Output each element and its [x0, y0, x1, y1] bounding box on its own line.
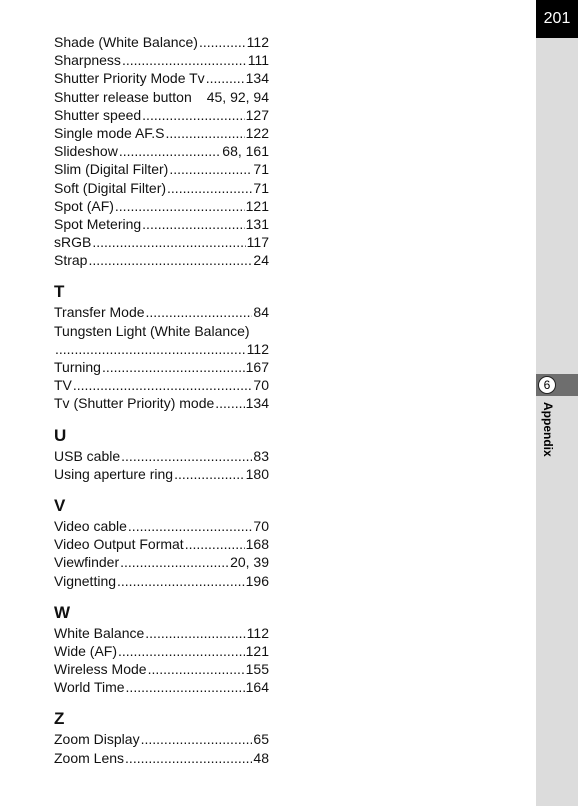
index-pages: 111 — [247, 52, 269, 69]
index-pages: 168 — [245, 536, 269, 553]
index-entry — [54, 33, 269, 51]
index-term: Slim (Digital Filter) — [54, 161, 169, 178]
index-pages: 155 — [245, 661, 269, 678]
leader-dots — [185, 535, 245, 553]
index-term: Zoom Display — [54, 731, 140, 748]
index-pages: 117 — [246, 234, 269, 251]
index-term: Strap — [54, 252, 88, 269]
leader-dots — [206, 69, 245, 87]
leader-dots — [167, 179, 252, 197]
index-entry — [54, 124, 269, 142]
index-pages: 65 — [253, 731, 269, 748]
index-pages: 71 — [253, 179, 269, 196]
index-term: World Time — [54, 679, 125, 696]
index-entry — [54, 142, 269, 160]
index-pages: 180 — [245, 465, 269, 482]
index-pages: 71 — [253, 161, 269, 178]
index-entry — [54, 69, 269, 87]
index-pages: 20, 39 — [230, 554, 269, 571]
index-term: Video cable — [54, 517, 127, 534]
index-term: USB cable — [54, 447, 121, 464]
leader-dots — [55, 340, 246, 358]
leader-dots — [146, 303, 253, 321]
index-entry — [54, 160, 269, 178]
leader-dots — [145, 624, 245, 642]
index-term: Turning — [54, 359, 101, 375]
leader-dots — [88, 251, 252, 269]
index-pages: 70 — [253, 377, 269, 394]
index-term: TV — [54, 377, 72, 394]
page-number: 201 — [536, 0, 578, 38]
index-term: sRGB — [54, 234, 92, 251]
index-term: Transfer Mode — [54, 304, 145, 321]
section-letter: W — [54, 602, 71, 622]
index-entry — [54, 678, 269, 696]
index-term: Shutter Priority Mode Tv — [54, 70, 205, 87]
index-entry — [54, 517, 269, 535]
index-entry — [54, 572, 269, 590]
index-entry — [54, 106, 269, 124]
index-pages: 121 — [245, 642, 269, 659]
index-pages: 112 — [246, 340, 269, 357]
index-entry — [54, 553, 269, 571]
index-term: Soft (Digital Filter) — [54, 179, 167, 196]
index-pages: 24 — [253, 252, 269, 269]
index-term: Wireless Mode — [54, 661, 147, 678]
index-pages: 45, 92, 94 — [206, 88, 269, 105]
section-letter: V — [54, 495, 66, 515]
index-entry — [54, 233, 269, 251]
index-term: Wide (AF) — [54, 642, 117, 659]
index-term: Spot (AF) — [54, 197, 114, 214]
index-entry — [54, 197, 269, 215]
index-pages: 121 — [245, 197, 269, 214]
leader-dots — [122, 51, 247, 69]
index-entry — [54, 51, 269, 69]
index-entry — [54, 358, 269, 376]
index-entry — [54, 447, 269, 465]
index-term: Using aperture ring — [54, 465, 174, 482]
index-entry — [54, 394, 269, 412]
index-entry — [54, 730, 269, 748]
index-pages: 112 — [246, 624, 269, 641]
index-term: White Balance — [54, 624, 145, 641]
leader-dots — [126, 678, 245, 696]
index-entry — [54, 179, 269, 197]
index-term: Shutter release button — [54, 88, 192, 105]
leader-dots — [148, 660, 245, 678]
index-entry — [54, 322, 269, 340]
index-pages: 68, 161 — [222, 143, 269, 160]
index-entry — [54, 642, 269, 660]
index-pages: 84 — [253, 304, 269, 321]
index-term: Vignetting — [54, 572, 117, 589]
index-term: Slideshow — [54, 143, 118, 160]
index-entry — [54, 251, 269, 269]
leader-dots — [141, 730, 253, 748]
index-pages: 134 — [245, 395, 269, 412]
index-entry — [54, 215, 269, 233]
index-term: Video Output Format — [54, 536, 184, 553]
section-letter: Z — [54, 709, 65, 729]
leader-dots — [73, 376, 253, 394]
index-entry — [54, 88, 269, 106]
leader-dots — [118, 642, 245, 660]
leader-dots — [166, 124, 245, 142]
index-term: Tungsten Light (White Balance) — [54, 322, 250, 339]
leader-dots — [120, 553, 229, 571]
index-pages: 122 — [245, 124, 269, 141]
leader-dots — [117, 572, 245, 590]
index-entry — [54, 749, 269, 767]
leader-dots — [174, 465, 245, 483]
index-list — [54, 33, 269, 767]
index-entry — [54, 340, 269, 358]
section-letter: U — [54, 425, 67, 445]
index-pages: 48 — [253, 749, 269, 766]
chapter-label: Appendix — [541, 402, 555, 457]
leader-dots — [128, 517, 253, 535]
leader-dots — [115, 197, 245, 215]
leader-dots — [215, 394, 244, 412]
index-term: Tv (Shutter Priority) mode — [54, 395, 215, 412]
index-pages: 164 — [245, 679, 269, 696]
index-pages: 134 — [245, 70, 269, 87]
index-term: Shade (White Balance) — [54, 34, 198, 50]
index-entry — [54, 303, 269, 321]
index-pages: 112 — [246, 34, 269, 50]
index-entry — [54, 376, 269, 394]
leader-dots — [169, 160, 252, 178]
leader-dots — [125, 749, 252, 767]
leader-dots — [119, 142, 221, 160]
index-entry — [54, 660, 269, 678]
index-term: Viewfinder — [54, 554, 120, 571]
index-term: Single mode AF.S — [54, 124, 165, 141]
leader-dots — [199, 33, 246, 51]
index-entry — [54, 535, 269, 553]
leader-dots — [102, 358, 245, 376]
index-term: Zoom Lens — [54, 749, 125, 766]
section-letter: T — [54, 282, 65, 302]
index-pages: 167 — [245, 359, 269, 375]
index-pages: 70 — [253, 517, 269, 534]
index-term: Shutter speed — [54, 106, 142, 123]
index-pages: 196 — [245, 572, 269, 589]
index-pages: 83 — [253, 447, 269, 464]
leader-dots — [142, 106, 244, 124]
index-entry — [54, 465, 269, 483]
index-pages: 127 — [245, 106, 269, 123]
index-term: Spot Metering — [54, 215, 142, 232]
leader-dots — [121, 447, 252, 465]
chapter-number-badge: 6 — [538, 376, 556, 394]
index-pages: 131 — [245, 215, 269, 232]
leader-dots — [92, 233, 245, 251]
index-entry — [54, 624, 269, 642]
leader-dots — [142, 215, 244, 233]
index-term: Sharpness — [54, 52, 121, 69]
